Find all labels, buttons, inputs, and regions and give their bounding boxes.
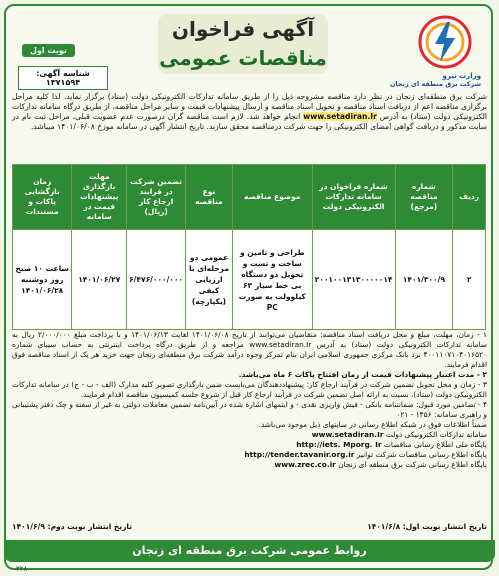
page-number: ۳۲۸	[16, 565, 28, 573]
site-3-link[interactable]: http://tender.tavanir.org.ir	[244, 450, 355, 459]
organization-name	[389, 72, 481, 88]
intro-text-2: انجام خواهد شد. لازم است مناقصه گران درصورت عدم عضویت قبلی، مراحل ثبت نام در سایت مذکور و دریافت گواهی امضای الکترونیکی را جهت شرکت درمناقصه محقق سازند. تاریخ انتشار آگهی در سامانه موزخ ۱۴۰۱/۰۶/۰۸ میباشد.	[12, 112, 487, 131]
header-guarantee: تضمین شرکت در فرایند ارجاع کار (ریال)	[127, 165, 186, 230]
site-row-4	[12, 460, 487, 470]
cell-deadline: ۱۴۰۱/۰۶/۲۷	[72, 230, 127, 330]
title-box	[158, 14, 328, 74]
note-3: ۳ - زمان و محل تحویل تضمین شرکت در فرآیند ارجاع کار: پیشنهاددهندگان می‌بایست ضمن بارگذاری تصویر کلیه مدارک (الف - ب - ج) در سامانه تدارکات الکترونیکی دولت (ستاد)، نسبت به ارائه اصل تضمین شرکت در فرآیند ارجاع کار قبل از شروع جلسه کمیسیون مناقصه اقدام فرمایند.	[12, 380, 487, 399]
cell-guarantee: ۶/۴۷۶/۰۰۰/۰۰۰	[127, 230, 186, 330]
site-1-label: سامانه تدارکات الکترونیکی دولت	[385, 430, 487, 439]
intro-text-1: شرکت برق منطقه‌ای زنجان در نظر دارد مناقصه مشروحه ذیل را از طریق سامانه تدارکات الکترونیکی دولت (ستاد) برگزار نماید. لذا کلیه مراحل برگزاری مناقصه اعم از دریافت اسناد مناقصه و تحویل اسناد مناقصه و ارسال پیشنهادات قیمت و سایر مراحل مناقصه، از طریق درگاه سامانه تدارکات الکترونیکی دولت (ستاد) به آدرس	[12, 92, 488, 121]
header-tender-type: نوع مناقصه	[186, 165, 233, 230]
header-tender-number: شماره مناقصه (مرجع)	[395, 165, 453, 230]
header-row-number: ردیف	[453, 165, 486, 230]
header-opening-time: زمان بازگشایی پاکات و مستندات	[13, 165, 72, 230]
note-2: ۲ - مدت اعتبار پیشنهادات قیمت از زمان افتتاح پاکات ۶ ماه می‌باشد.	[238, 370, 487, 379]
second-publication-date: تاریخ انتشار نوبت دوم: ۱۴۰۱/۶/۹	[12, 522, 133, 531]
site-1-link[interactable]: www.setadiran.Ir	[311, 430, 384, 439]
notice-id-box	[18, 66, 108, 90]
header-subject: موضوع مناقصه	[232, 165, 312, 230]
intro-paragraph	[12, 92, 487, 162]
notice-id-label: شناسه آگهی:	[36, 69, 90, 78]
cell-system-call-number: ۲۰۰۱۰۰۱۳۱۳۰۰۰۰۰۱۴	[312, 230, 395, 330]
footer-bar: روابط عمومی شرکت برق منطقه ای زنجان	[4, 540, 495, 562]
table-header-row	[13, 165, 486, 230]
cell-tender-number: ۱۴۰۱/۳۰۰/۹	[395, 230, 453, 330]
header-deadline: مهلت بارگذاری پیشنهادات قیمت در سامانه	[72, 165, 127, 230]
notes-section	[12, 330, 487, 530]
ministry-name: وزارت نیرو	[442, 72, 481, 80]
title-line-2: مناقصات عمومی	[159, 46, 327, 70]
first-publication-date: تاریخ انتشار نوبت اول: ۱۴۰۱/۶/۸	[367, 522, 487, 531]
cell-tender-type: عمومی دو مرحله‌ای با ارزیابی کیفی (یکپارچه)	[186, 230, 233, 330]
cell-subject: طراحی و تامین و ساخت و تست و تحویل دو دستگاه بی خط سیار ۶۳ کیلوولت به صورت PC	[232, 230, 312, 330]
cell-opening-time: ساعت ۱۰ صبح روز دوشنبه ۱۴۰۱/۰۶/۲۸	[13, 230, 72, 330]
site-3-label: پایگاه اطلاع رسانی مناقصات شرکت توانیر	[356, 450, 487, 459]
tender-table	[12, 164, 486, 330]
header-system-call-number: شماره فراخوان در سامانه تدارکات الکترونیکی دولت	[312, 165, 395, 230]
site-2-link[interactable]: http://iets. Mporg. Ir	[296, 440, 382, 449]
site-4-link[interactable]: www.zrec.co.ir	[274, 460, 336, 469]
site-row-3	[12, 450, 487, 460]
power-company-logo-icon	[417, 14, 473, 70]
notice-id-value: ۱۳۷۱۵۹۴	[45, 78, 81, 87]
title-line-1: آگهی فراخوان	[171, 17, 315, 41]
ad-header	[8, 8, 489, 90]
note-4: ۴ - تضامین مورد قبول: ضمانتنامه بانکی - فیش واریزی نقدی - و ایتمهای اشاره شده در آیین‌نامه تضمین معاملات دولتی به غیر از سفته و چک دفتر پشتیبانی و راهبری سامانه: ۱۴۵۶ - ۰۲۱	[12, 400, 487, 419]
round-badge: نوبت اول	[22, 44, 75, 57]
cell-row-number: ۲	[453, 230, 486, 330]
site-row-2	[12, 440, 487, 450]
intro-website[interactable]: www.setadiran.Ir	[303, 112, 377, 121]
company-name: شرکت برق منطقه ای زنجان	[389, 80, 481, 88]
site-2-label: پایگاه ملی اطلاع رسانی مناقصات	[383, 440, 487, 449]
site-row-1	[12, 430, 487, 440]
table-row	[13, 230, 486, 330]
site-4-label: پایگاه اطلاع رسانی شرکت برق منطقه ای زنجان	[338, 460, 487, 469]
note-5: ضمناً اطلاعات فوق در شبکه اطلاع رسانی در سایتهای ذیل موجود می‌باشد.	[258, 420, 487, 429]
publication-dates	[12, 522, 487, 536]
note-1: ۱ - زمان، مهلت، مبلغ و محل دریافت اسناد مناقصه: متقاضیان می‌توانند از تاریخ ۱۴۰۱/۰۶/۰۸ لغایت ۱۴۰۱/۰۶/۱۳ و با پرداخت مبلغ ۲/۰۰۰/۰۰۰ ریال به سامانه تدارکات الکترونیکی دولت (ستاد) به آدرس www.setadiran.Ir مراجعه و از طریق درگاه پرداخت اینترنتی به حساب سیبای شماره ۴۰۰۱۱۰۷۱۰۴۰۱۶۵۲۰ نزد بانک مرکزی جمهوری اسلامی ایران بنام تمرکز وجوه درآمد شرکت برق منطقه‌ای زنجان جهت خرید هر یک از اسناد مناقصه فوق اقدام فرمایند.	[12, 330, 488, 369]
